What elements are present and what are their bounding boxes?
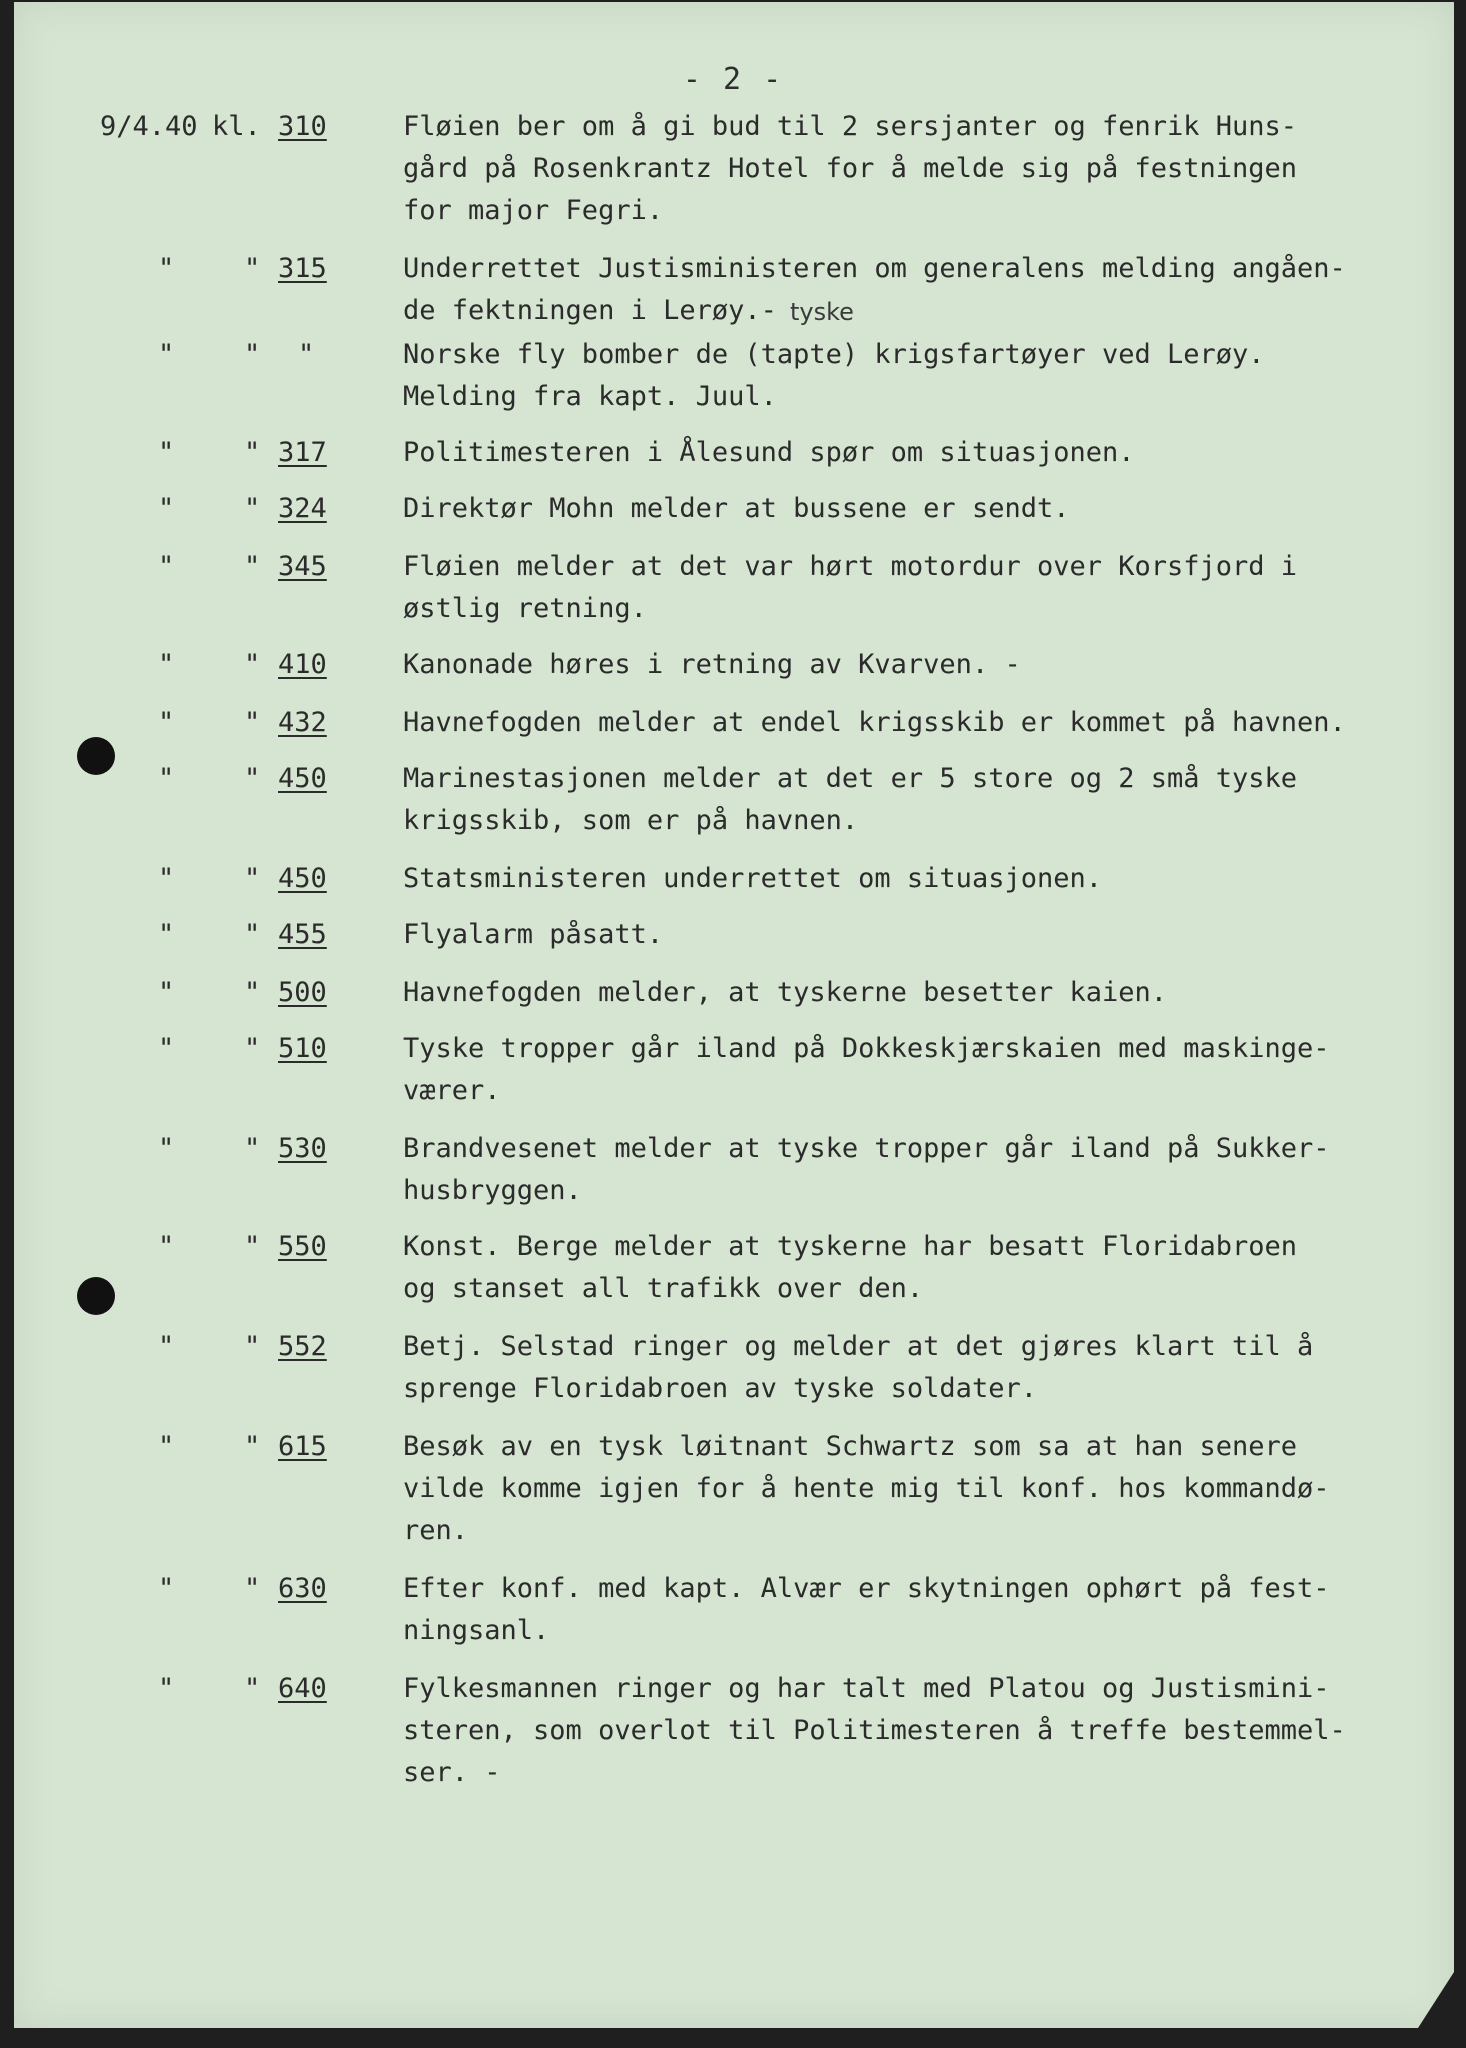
ditto-mark: " (244, 1033, 261, 1064)
ditto-mark: " (158, 707, 175, 738)
ditto-mark: " (244, 253, 261, 284)
ditto-mark: " (298, 339, 315, 370)
ditto-mark: " (244, 919, 261, 950)
entry-time: 317 (278, 437, 327, 468)
entry-text: Betj. Selstad ringer og melder at det gjøres klart til å sprenge Floridabroen av tyske soldater. (403, 1331, 1314, 1404)
entry-date: 9/4.40 (100, 111, 198, 142)
ditto-mark: " (244, 1231, 261, 1262)
ditto-mark: " (244, 437, 261, 468)
entry-text: Konst. Berge melder at tyskerne har besatt Floridabroen og stanset all trafikk over den. (403, 1231, 1298, 1304)
entry-time: 310 (278, 111, 327, 142)
entry-text: Flyalarm påsatt. (403, 919, 664, 950)
ditto-mark: " (158, 493, 175, 524)
ditto-mark: " (244, 707, 261, 738)
entry-time: 510 (278, 1033, 327, 1064)
ditto-mark: " (158, 1133, 175, 1164)
entry-time: 530 (278, 1133, 327, 1164)
entry-time: 450 (278, 763, 327, 794)
ditto-mark: " (244, 863, 261, 894)
ditto-mark: " (244, 1573, 261, 1604)
ditto-mark: " (244, 977, 261, 1008)
entry-text: Brandvesenet melder at tyske tropper går iland på Sukker- husbryggen. (403, 1133, 1330, 1206)
ditto-mark: " (158, 1231, 175, 1262)
entry-text: Direktør Mohn melder at bussene er sendt. (403, 493, 1070, 524)
entry-text: Besøk av en tysk løitnant Schwartz som sa at han senere vilde komme igjen for å hente mig til konf. hos kommandø- ren. (403, 1431, 1330, 1546)
entry-time: 500 (278, 977, 327, 1008)
entry-time: 615 (278, 1431, 327, 1462)
entry-time: 552 (278, 1331, 327, 1362)
handwritten-insertion: tyske (790, 298, 854, 326)
entry-time: 432 (278, 707, 327, 738)
entry-time: 640 (278, 1673, 327, 1704)
ditto-mark: " (158, 437, 175, 468)
ditto-mark: " (158, 649, 175, 680)
entry-time: 345 (278, 551, 327, 582)
ditto-mark: " (244, 1673, 261, 1704)
ditto-mark: " (158, 1673, 175, 1704)
entry-time: 410 (278, 649, 327, 680)
ditto-mark: " (244, 339, 261, 370)
ditto-mark: " (158, 919, 175, 950)
page-number: - 2 - (682, 62, 784, 97)
entry-text: Efter konf. med kapt. Alvær er skytningen ophørt på fest- ningsanl. (403, 1573, 1330, 1646)
entry-text: Marinestasjonen melder at det er 5 store og 2 små tyske krigsskib, som er på havnen. (403, 763, 1298, 836)
entry-text: Fløien ber om å gi bud til 2 sersjanter og fenrik Huns- gård på Rosenkrantz Hotel for å melde sig på festningen for major Fegri. (403, 111, 1298, 226)
entry-text: Fylkesmannen ringer og har talt med Platou og Justismini- steren, som overlot til Politimesteren å treffe bestemmel- ser. - (403, 1673, 1346, 1788)
ditto-mark: " (158, 551, 175, 582)
ditto-mark: " (158, 339, 175, 370)
ditto-mark: " (158, 977, 175, 1008)
entry-text: Havnefogden melder, at tyskerne besetter kaien. (403, 977, 1168, 1008)
torn-corner (1418, 1972, 1454, 2028)
ditto-mark: " (158, 1033, 175, 1064)
entry-text: Underrettet Justisministeren om generalens melding angåen- de fektningen i Lerøy.- (403, 253, 1346, 326)
entry-text: Statsministeren underrettet om situasjonen. (403, 863, 1102, 894)
entry-time: 455 (278, 919, 327, 950)
ditto-mark: " (158, 763, 175, 794)
entry-time: 324 (278, 493, 327, 524)
ditto-mark: " (244, 1331, 261, 1362)
entry-text: Fløien melder at det var hørt motordur over Korsfjord i østlig retning. (403, 551, 1298, 624)
entry-time: 550 (278, 1231, 327, 1262)
punch-hole-upper (77, 737, 115, 775)
entry-time: 450 (278, 863, 327, 894)
punch-hole-lower (77, 1277, 115, 1315)
ditto-mark: " (244, 551, 261, 582)
ditto-mark: " (244, 649, 261, 680)
entry-text: Norske fly bomber de (tapte) krigsfartøyer ved Lerøy. Melding fra kapt. Juul. (403, 339, 1265, 412)
ditto-mark: " (158, 1331, 175, 1362)
ditto-mark: " (244, 1133, 261, 1164)
ditto-mark: " (158, 1431, 175, 1462)
ditto-mark: " (158, 1573, 175, 1604)
entry-time: 630 (278, 1573, 327, 1604)
entry-kl: kl. (212, 111, 261, 142)
ditto-mark: " (244, 763, 261, 794)
entry-time: 315 (278, 253, 327, 284)
ditto-mark: " (158, 253, 175, 284)
entry-text: Havnefogden melder at endel krigsskib er kommet på havnen. (403, 707, 1346, 738)
ditto-mark: " (244, 1431, 261, 1462)
ditto-mark: " (158, 863, 175, 894)
ditto-mark: " (244, 493, 261, 524)
entry-text: Kanonade høres i retning av Kvarven. - (403, 649, 1021, 680)
entry-text: Politimesteren i Ålesund spør om situasjonen. (403, 437, 1135, 468)
entry-text: Tyske tropper går iland på Dokkeskjærskaien med maskinge- værer. (403, 1033, 1330, 1106)
